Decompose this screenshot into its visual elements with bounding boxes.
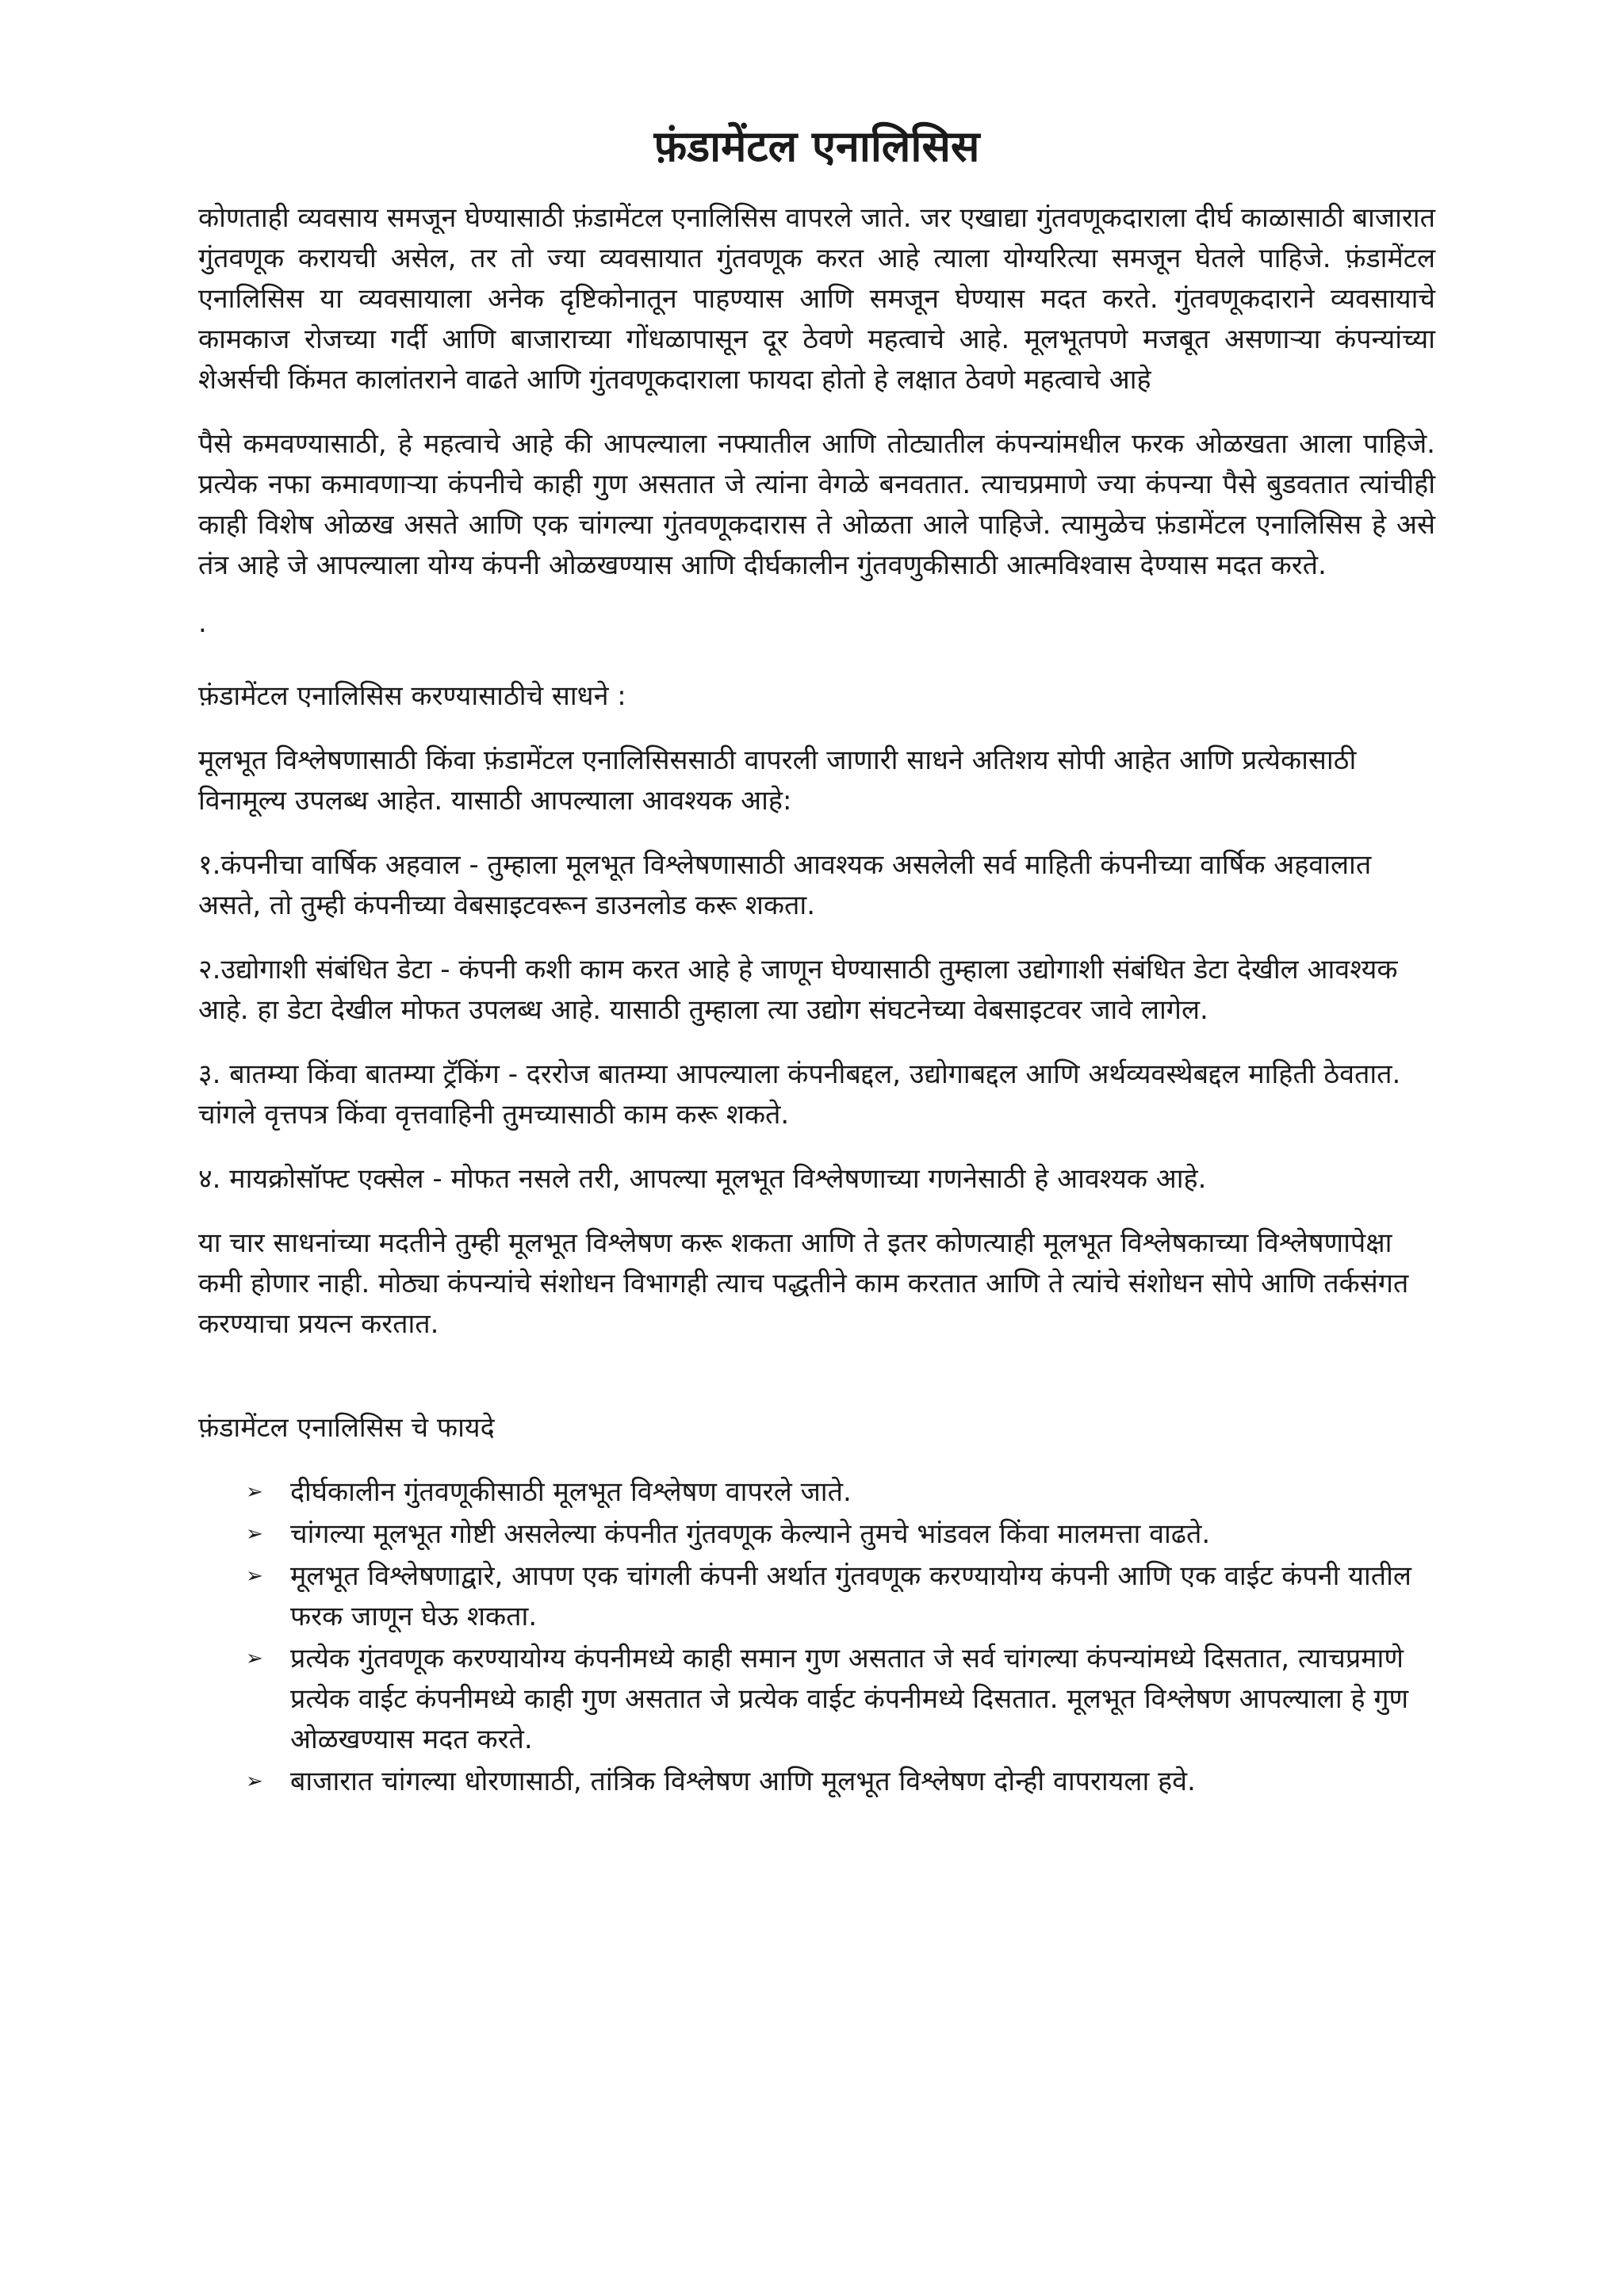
arrow-bullet-icon: ➢ bbox=[246, 1647, 263, 1671]
benefit-text: चांगल्या मूलभूत गोष्टी असलेल्या कंपनीत गुंतवणूक केल्याने तुमचे भांडवल किंवा मालमत्ता वाढते. bbox=[290, 1518, 1211, 1551]
list-item bbox=[246, 1639, 1435, 1760]
tool-item: २.उद्योगाशी संबंधित डेटा - कंपनी कशी काम करत आहे हे जाणून घेण्यासाठी तुम्हाला उद्योगाशी संबंधित डेटा देखील आवश्यक आहे. हा डेटा देखील मोफत उपलब्ध आहे. यासाठी तुम्हाला त्या उद्योग संघटनेच्या वेबसाइटवर जावे लागेल. bbox=[198, 954, 1398, 1027]
list-item bbox=[246, 1514, 1435, 1555]
tool-item: ३. बातम्या किंवा बातम्या ट्रॅकिंग - दररोज बातम्या आपल्याला कंपनीबद्दल, उद्योगाबद्दल आणि अर्थव्यवस्थेबद्दल माहिती ठेवतात. चांगले वृत्तपत्र किंवा वृत्तवाहिनी तुमच्यासाठी काम करू शकते. bbox=[198, 1058, 1401, 1131]
tool-item: १.कंपनीचा वार्षिक अहवाल - तुम्हाला मूलभूत विश्लेषणासाठी आवश्यक असलेली सर्व माहिती कंपनीच्या वार्षिक अहवालात असते, तो तुम्ही कंपनीच्या वेबसाइटवरून डाउनलोड करू शकता. bbox=[198, 849, 1372, 922]
intro-paragraph-2: पैसे कमवण्यासाठी, हे महत्वाचे आहे की आपल्याला नफ्यातील आणि तोट्यातील कंपन्यांमधील फरक ओळखता आला पाहिजे. प्रत्येक नफा कमावणाऱ्या कंपनीचे काही गुण असतात जे त्यांना वेगळे बनवतात. त्याचप्रमाणे ज्या कंपन्या पैसे बुडवतात त्यांचीही काही विशेष ओळख असते आणि एक चांगल्या गुंतवणूकदारास ते ओळता आले पाहिजे. त्यामुळेच फ़ंडामेंटल एनालिसिस हे असे तंत्र आहे जे आपल्याला योग्य कंपनी ओळखण्यास आणि दीर्घकालीन गुंतवणुकीसाठी आत्मविश्वास देण्यास मदत करते. bbox=[198, 428, 1435, 582]
list-item bbox=[246, 1472, 1435, 1513]
benefits-list bbox=[198, 1472, 1435, 1802]
benefit-text: बाजारात चांगल्या धोरणासाठी, तांत्रिक विश्लेषण आणि मूलभूत विश्लेषण दोन्ही वापरायला हवे. bbox=[290, 1766, 1196, 1798]
document-title: फ़ंडामेंटल एनालिसिस bbox=[653, 121, 980, 171]
dot-separator: . bbox=[198, 607, 207, 640]
tools-heading: फ़ंडामेंटल एनालिसिस करण्यासाठीचे साधने : bbox=[198, 680, 626, 713]
benefits-heading: फ़ंडामेंटल एनालिसिस चे फायदे bbox=[198, 1412, 495, 1445]
tools-intro: मूलभूत विश्लेषणासाठी किंवा फ़ंडामेंटल एनालिसिससाठी वापरली जाणारी साधने अतिशय सोपी आहेत आणि प्रत्येकासाठी विनामूल्य उपलब्ध आहेत. यासाठी आपल्याला आवश्यक आहे: bbox=[198, 744, 1357, 817]
tool-item: ४. मायक्रोसॉफ्ट एक्सेल - मोफत नसले तरी, आपल्या मूलभूत विश्लेषणाच्या गणनेसाठी हे आवश्यक आहे. bbox=[198, 1163, 1207, 1196]
benefit-text: मूलभूत विश्लेषणाद्वारे, आपण एक चांगली कंपनी अर्थात गुंतवणूक करण्यायोग्य कंपनी आणि एक वाईट कंपनी यातील फरक जाणून घेऊ शकता. bbox=[290, 1560, 1411, 1633]
intro-paragraph-1: कोणताही व्यवसाय समजून घेण्यासाठी फ़ंडामेंटल एनालिसिस वापरले जाते. जर एखाद्या गुंतवणूकदाराला दीर्घ काळासाठी बाजारात गुंतवणूक करायची असेल, तर तो ज्या व्यवसायात गुंतवणूक करत आहे त्याला योग्यरित्या समजून घेतले पाहिजे. फ़ंडामेंटल एनालिसिस या व्यवसायाला अनेक दृष्टिकोनातून पाहण्यास आणि समजून घेण्यास मदत करते. गुंतवणूकदाराने व्यवसायाचे कामकाज रोजच्या गर्दी आणि बाजाराच्या गोंधळापासून दूर ठेवणे महत्वाचे आहे. मूलभूतपणे मजबूत असणाऱ्या कंपन्यांच्या शेअर्सची किंमत कालांतराने वाढते आणि गुंतवणूकदाराला फायदा होतो हे लक्षात ठेवणे महत्वाचे आहे bbox=[198, 202, 1435, 396]
arrow-bullet-icon: ➢ bbox=[246, 1522, 263, 1547]
arrow-bullet-icon: ➢ bbox=[246, 1480, 263, 1505]
benefit-text: दीर्घकालीन गुंतवणूकीसाठी मूलभूत विश्लेषण वापरले जाते. bbox=[290, 1476, 852, 1509]
tools-conclusion: या चार साधनांच्या मदतीने तुम्ही मूलभूत विश्लेषण करू शकता आणि ते इतर कोणत्याही मूलभूत विश्लेषकाच्या विश्लेषणापेक्षा कमी होणार नाही. मोठ्या कंपन्यांचे संशोधन विभागही त्याच पद्धतीने काम करतात आणि ते त्यांचे संशोधन सोपे आणि तर्कसंगत करण्याचा प्रयत्न करतात. bbox=[198, 1227, 1409, 1341]
arrow-bullet-icon: ➢ bbox=[246, 1564, 263, 1589]
list-item bbox=[246, 1762, 1435, 1802]
list-item bbox=[246, 1556, 1435, 1637]
arrow-bullet-icon: ➢ bbox=[246, 1770, 263, 1794]
benefit-text: प्रत्येक गुंतवणूक करण्यायोग्य कंपनीमध्ये काही समान गुण असतात जे सर्व चांगल्या कंपन्यांमध्ये दिसतात, त्याचप्रमाणे प्रत्येक वाईट कंपनीमध्ये काही गुण असतात जे प्रत्येक वाईट कंपनीमध्ये दिसतात. मूलभूत विश्लेषण आपल्याला हे गुण ओळखण्यास मदत करते. bbox=[290, 1643, 1409, 1756]
document-page bbox=[198, 119, 1435, 1804]
